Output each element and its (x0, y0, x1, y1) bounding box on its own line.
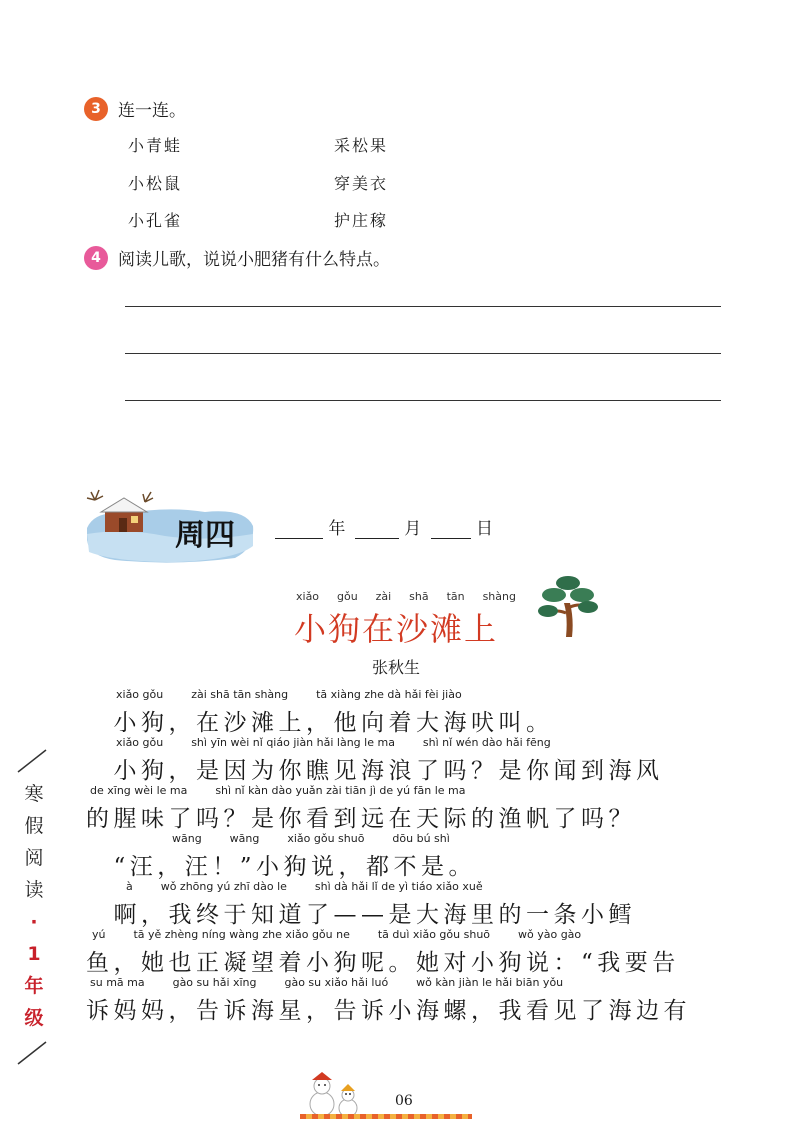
poem-line (86, 976, 691, 1025)
year-label: 年 (328, 519, 346, 539)
poem-line (86, 928, 680, 977)
date-fill (275, 514, 493, 539)
line-pinyin: wāng wāng xiǎo gǒu shuō dōu bú shì (172, 832, 450, 845)
footer-border (300, 1114, 472, 1119)
day-title: 周四 (175, 518, 235, 553)
line-pinyin: de xīng wèi le ma shì nǐ kàn dào yuǎn zài tiān jì de yú fān le ma (90, 784, 466, 797)
answer-line-3[interactable] (125, 400, 721, 401)
poem-line (86, 688, 554, 737)
sidebar-char: 阅 (24, 847, 44, 869)
sidebar-slash-bottom (10, 1040, 54, 1066)
answer-line-2[interactable] (125, 353, 721, 354)
poem-title: 小狗在沙滩上 (294, 610, 499, 648)
sidebar-grade-char: 年 (24, 975, 44, 997)
poem-line (86, 880, 636, 929)
line-text: “汪，汪！”小狗说，都不是。 (86, 854, 477, 880)
match-right-2[interactable]: 穿美衣 (334, 174, 389, 193)
month-blank[interactable] (355, 516, 399, 539)
year-blank[interactable] (275, 516, 323, 539)
sidebar-dot: · (30, 911, 38, 933)
title-pinyin-syllable: tān (446, 590, 465, 603)
line-text: 小狗，是因为你瞧见海浪了吗？是你闻到海风 (86, 758, 664, 784)
question-number-badge: 3 (84, 97, 108, 121)
day-banner (85, 488, 255, 566)
question-4 (84, 245, 390, 270)
line-pinyin: su mā ma gào su hǎi xīng gào su xiǎo hǎi luó wǒ kàn jiàn le hǎi biān yǒu (90, 976, 564, 989)
match-left-3[interactable]: 小孔雀 (128, 211, 183, 230)
sidebar-char: 假 (24, 815, 44, 837)
page-number: 06 (395, 1093, 413, 1109)
month-label: 月 (404, 519, 422, 539)
line-pinyin: xiǎo gǒu zài shā tān shàng tā xiàng zhe dà hǎi fèi jiào (116, 688, 462, 701)
line-pinyin: xiǎo gǒu shì yīn wèi nǐ qiáo jiàn hǎi làng le ma shì nǐ wén dào hǎi fēng (116, 736, 551, 749)
match-left-2[interactable]: 小松鼠 (128, 174, 183, 193)
day-blank[interactable] (431, 516, 471, 539)
title-pinyin-syllable: shàng (482, 590, 516, 603)
snowman-icon (300, 1070, 370, 1120)
sidebar-char: 寒 (24, 783, 44, 805)
line-pinyin: yú tā yě zhèng níng wàng zhe xiǎo gǒu ne tā duì xiǎo gǒu shuō wǒ yào gào (92, 928, 582, 941)
sidebar-slash-top (10, 748, 54, 774)
sidebar-label (6, 778, 62, 1034)
title-pinyin (296, 590, 516, 603)
title-pinyin-syllable: zài (375, 590, 392, 603)
tree-icon (538, 573, 598, 639)
match-right-3[interactable]: 护庄稼 (334, 211, 389, 230)
line-pinyin: à wǒ zhōng yú zhī dào le shì dà hǎi lǐ de yì tiáo xiǎo xuě (126, 880, 483, 893)
day-label: 日 (476, 519, 494, 539)
match-right-1[interactable]: 采松果 (334, 136, 389, 155)
title-pinyin-syllable: gǒu (337, 590, 358, 603)
question-text: 阅读儿歌，说说小肥猪有什么特点。 (118, 250, 390, 270)
poem-author: 张秋生 (372, 658, 421, 677)
line-text: 诉妈妈，告诉海星，告诉小海螺，我看见了海边有 (86, 998, 691, 1024)
question-number-badge: 4 (84, 246, 108, 270)
question-3 (84, 96, 186, 121)
poem-line (86, 784, 636, 833)
answer-line-1[interactable] (125, 306, 721, 307)
title-pinyin-syllable: shā (409, 590, 429, 603)
line-text: 小狗，在沙滩上，他向着大海吠叫。 (86, 710, 554, 736)
line-text: 鱼，她也正凝望着小狗呢。她对小狗说：“我要告 (86, 950, 680, 976)
line-text: 的腥味了吗？是你看到远在天际的渔帆了吗？ (86, 806, 636, 832)
sidebar-grade-char: 级 (24, 1007, 44, 1029)
question-text: 连一连。 (118, 101, 186, 121)
title-pinyin-syllable: xiǎo (296, 590, 320, 603)
line-text: 啊，我终于知道了——是大海里的一条小鳕 (86, 902, 636, 928)
match-left-1[interactable]: 小青蛙 (128, 136, 183, 155)
poem-line (86, 832, 476, 881)
sidebar-char: 读 (24, 879, 44, 901)
poem-line (86, 736, 664, 785)
sidebar-grade-number: 1 (27, 943, 41, 965)
